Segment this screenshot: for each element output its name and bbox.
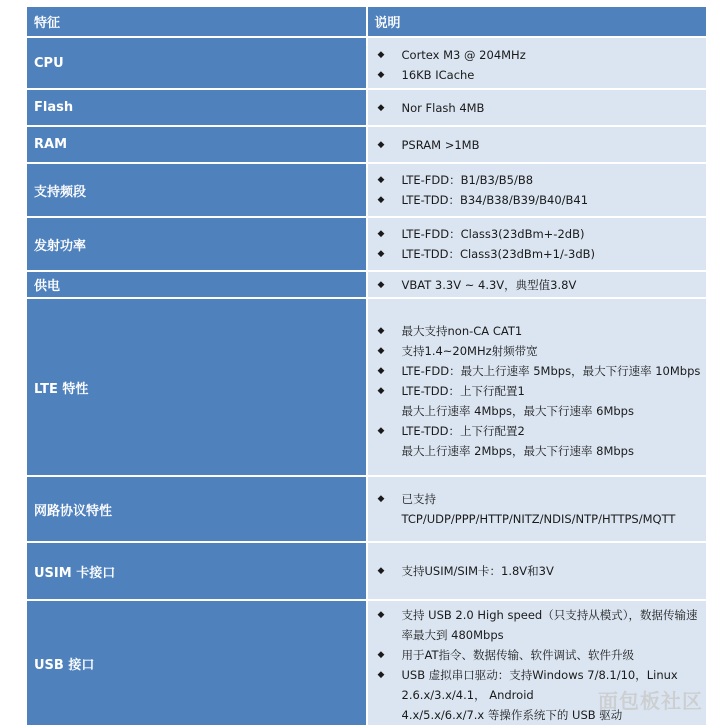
diamond-bullet-icon: ◆	[377, 345, 385, 356]
bullet-text: LTE-TDD：Class3(23dBm+1/-3dB)	[401, 247, 595, 261]
description-cell	[367, 37, 707, 89]
table-header	[27, 7, 706, 37]
feature-cell: 支持频段	[27, 163, 367, 217]
header-feature: 特征	[27, 7, 367, 37]
diamond-bullet-icon: ◆	[377, 365, 385, 376]
bullet-text: Cortex M3 @ 204MHz	[401, 48, 526, 62]
bullet-text: VBAT 3.3V ~ 4.3V，典型值3.8V	[401, 277, 577, 292]
description-cell	[367, 476, 707, 542]
feature-cell: CPU	[27, 37, 367, 89]
table-row	[27, 217, 706, 271]
bullet-item	[376, 321, 707, 341]
diamond-bullet-icon: ◆	[377, 229, 385, 239]
table-row	[27, 271, 706, 298]
bullet-text: LTE-FDD：最大上行速率 5Mbps，最大下行速率 10Mbps	[401, 363, 701, 378]
description-cell	[367, 89, 707, 126]
bullet-text: 支持 USB 2.0 High speed（只支持从模式），数据传输速率最大到 480Mbps	[401, 608, 698, 642]
feature-cell: 网路协议特性	[27, 476, 367, 542]
diamond-bullet-icon: ◆	[377, 139, 385, 150]
diamond-bullet-icon: ◆	[377, 175, 385, 185]
bullet-text: USB 虚拟串口驱动：支持Windows 7/8.1/10，Linux 2.6.x/3.x/4.1， Android	[401, 668, 678, 702]
bullet-text: PSRAM >1MB	[401, 137, 480, 152]
description-cell	[367, 163, 707, 217]
description-cell	[367, 126, 707, 163]
feature-cell: 发射功率	[27, 217, 367, 271]
bullet-text: LTE-TDD：B34/B38/B39/B40/B41	[401, 193, 589, 207]
feature-cell: Flash	[27, 89, 367, 126]
table-row	[27, 126, 706, 163]
diamond-bullet-icon: ◆	[377, 325, 385, 336]
bullet-item	[376, 190, 707, 210]
bullet-subtext: 最大上行速率 2Mbps，最大下行速率 8Mbps	[401, 443, 634, 458]
bullet-item	[376, 224, 707, 244]
description-cell	[367, 271, 707, 298]
bullet-item	[376, 170, 707, 190]
diamond-bullet-icon: ◆	[377, 494, 385, 504]
diamond-bullet-icon: ◆	[377, 425, 385, 436]
bullet-text: LTE-TDD：上下行配置2	[401, 423, 525, 438]
diamond-bullet-icon: ◆	[377, 279, 385, 290]
diamond-bullet-icon: ◆	[377, 566, 385, 576]
bullet-text: 16KB ICache	[401, 68, 475, 82]
bullet-item	[376, 275, 707, 295]
feature-cell: 供电	[27, 271, 367, 298]
description-cell	[367, 217, 707, 271]
bullet-text: Nor Flash 4MB	[401, 100, 485, 115]
bullet-list	[376, 135, 707, 155]
diamond-bullet-icon: ◆	[377, 102, 385, 113]
description-cell	[367, 298, 707, 476]
bullet-list	[376, 489, 707, 529]
bullet-text: LTE-FDD：Class3(23dBm+-2dB)	[401, 227, 585, 241]
table-row	[27, 89, 706, 126]
feature-cell: USB 接口	[27, 600, 367, 725]
bullet-item	[376, 98, 707, 118]
bullet-text: LTE-TDD：上下行配置1	[401, 383, 525, 398]
bullet-text: 已支持TCP/UDP/PPP/HTTP/NITZ/NDIS/NTP/HTTPS/MQTT	[401, 492, 676, 526]
diamond-bullet-icon: ◆	[377, 195, 385, 205]
spec-table	[27, 7, 706, 725]
diamond-bullet-icon: ◆	[377, 610, 385, 620]
bullet-text: 支持USIM/SIM卡：1.8V和3V	[401, 564, 554, 578]
bullet-text: 用于AT指令、数据传输、软件调试、软件升级	[401, 648, 634, 662]
diamond-bullet-icon: ◆	[377, 50, 385, 60]
bullet-item	[376, 381, 707, 421]
bullet-item	[376, 244, 707, 264]
diamond-bullet-icon: ◆	[377, 385, 385, 396]
bullet-text: 最大支持non-CA CAT1	[401, 323, 523, 338]
diamond-bullet-icon: ◆	[377, 670, 385, 680]
bullet-item	[376, 361, 707, 381]
bullet-item	[376, 605, 707, 645]
bullet-subtext: 4.x/5.x/6.x/7.x 等操作系统下的 USB 驱动	[401, 708, 623, 722]
bullet-item	[376, 561, 707, 581]
table-row	[27, 298, 706, 476]
bullet-list	[376, 45, 707, 85]
diamond-bullet-icon: ◆	[377, 70, 385, 80]
bullet-item	[376, 421, 707, 461]
table-row	[27, 476, 706, 542]
feature-cell: LTE 特性	[27, 298, 367, 476]
feature-cell: RAM	[27, 126, 367, 163]
bullet-list	[376, 275, 707, 295]
bullet-list	[376, 321, 707, 461]
bullet-item	[376, 489, 707, 529]
bullet-list	[376, 561, 707, 581]
bullet-item	[376, 645, 707, 665]
bullet-subtext: 最大上行速率 4Mbps，最大下行速率 6Mbps	[401, 403, 634, 418]
feature-cell: USIM 卡接口	[27, 542, 367, 600]
header-description: 说明	[367, 7, 707, 37]
bullet-text: 支持1.4~20MHz射频带宽	[401, 343, 538, 358]
table-row	[27, 37, 706, 89]
bullet-text: LTE-FDD：B1/B3/B5/B8	[401, 173, 534, 187]
bullet-list	[376, 170, 707, 210]
table-row	[27, 163, 706, 217]
bullet-item	[376, 341, 707, 361]
description-cell	[367, 542, 707, 600]
bullet-list	[376, 98, 707, 118]
table-row	[27, 542, 706, 600]
bullet-item	[376, 45, 707, 65]
diamond-bullet-icon: ◆	[377, 650, 385, 660]
bullet-list	[376, 224, 707, 264]
diamond-bullet-icon: ◆	[377, 249, 385, 259]
watermark: 面包板社区	[598, 689, 703, 713]
bullet-item	[376, 135, 707, 155]
bullet-item	[376, 65, 707, 85]
